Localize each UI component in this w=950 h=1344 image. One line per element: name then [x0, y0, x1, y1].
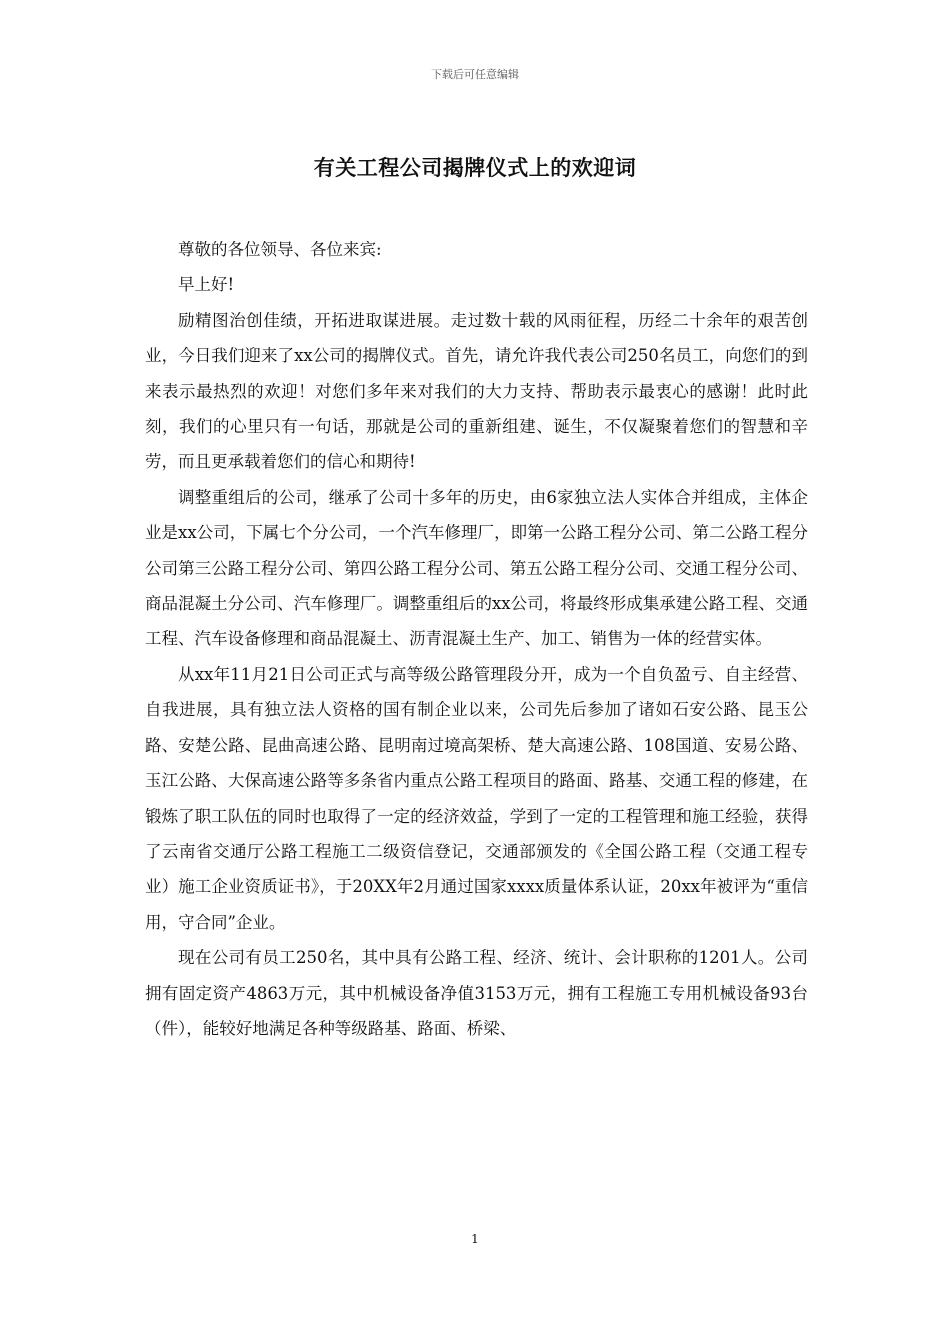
- page-header-note: 下载后可任意编辑: [431, 68, 519, 81]
- greeting: 早上好!: [178, 275, 235, 295]
- document-title: 有关工程公司揭牌仪式上的欢迎词: [313, 156, 637, 180]
- page-number: 1: [471, 1232, 479, 1246]
- paragraph: 调整重组后的公司，继承了公司十多年的历史，由6家独立法人实体合并组成，主体企业是xx公司，下属七个分公司，一个汽车修理厂，即第一公路工程分公司、第二公路工程分公司第三公路工程分公司、第四公路工程分公司、第五公路工程分公司、交通工程分公司、商品混凝土分公司、汽车修理厂。调整重组后的xx公司，将最终形成集承建公路工程、交通工程、汽车设备修理和商品混凝土、沥青混凝土生产、加工、销售为一体的经营实体。: [145, 487, 808, 649]
- salutation: 尊敬的各位领导、各位来宾:: [178, 240, 382, 259]
- document-body: [145, 232, 808, 1046]
- paragraph: 励精图治创佳绩，开拓进取谋进展。走过数十载的风雨征程，历经二十余年的艰苦创业，今日我们迎来了xx公司的揭牌仪式。首先，请允许我代表公司250名员工，向您们的到来表示最热烈的欢迎！对您们多年来对我们的大力支持、帮助表示最衷心的感谢！此时此刻，我们的心里只有一句话，那就是公司的重新组建、诞生，不仅凝聚着您们的智慧和辛劳，而且更承载着您们的信心和期待!: [145, 310, 808, 472]
- paragraph: 现在公司有员工250名，其中具有公路工程、经济、统计、会计职称的1201人。公司拥有固定资产4863万元，其中机械设备净值3153万元，拥有工程施工专用机械设备93台（件），能较好地满足各种等级路基、路面、桥梁、: [145, 948, 808, 1038]
- paragraph: 从xx年11月21日公司正式与高等级公路管理段分开，成为一个自负盈亏、自主经营、自我进展，具有独立法人资格的国有制企业以来，公司先后参加了诸如石安公路、昆玉公路、安楚公路、昆曲高速公路、昆明南过境高架桥、楚大高速公路、108国道、安易公路、玉江公路、大保高速公路等多条省内重点公路工程项目的路面、路基、交通工程的修建，在锻炼了职工队伍的同时也取得了一定的经济效益，学到了一定的工程管理和施工经验，获得了云南省交通厅公路工程施工二级资信登记，交通部颁发的《全国公路工程（交通工程专业）施工企业资质证书》，于20XX年2月通过国家xxxx质量体系认证，20xx年被评为“重信用，守合同”企业。: [145, 664, 808, 932]
